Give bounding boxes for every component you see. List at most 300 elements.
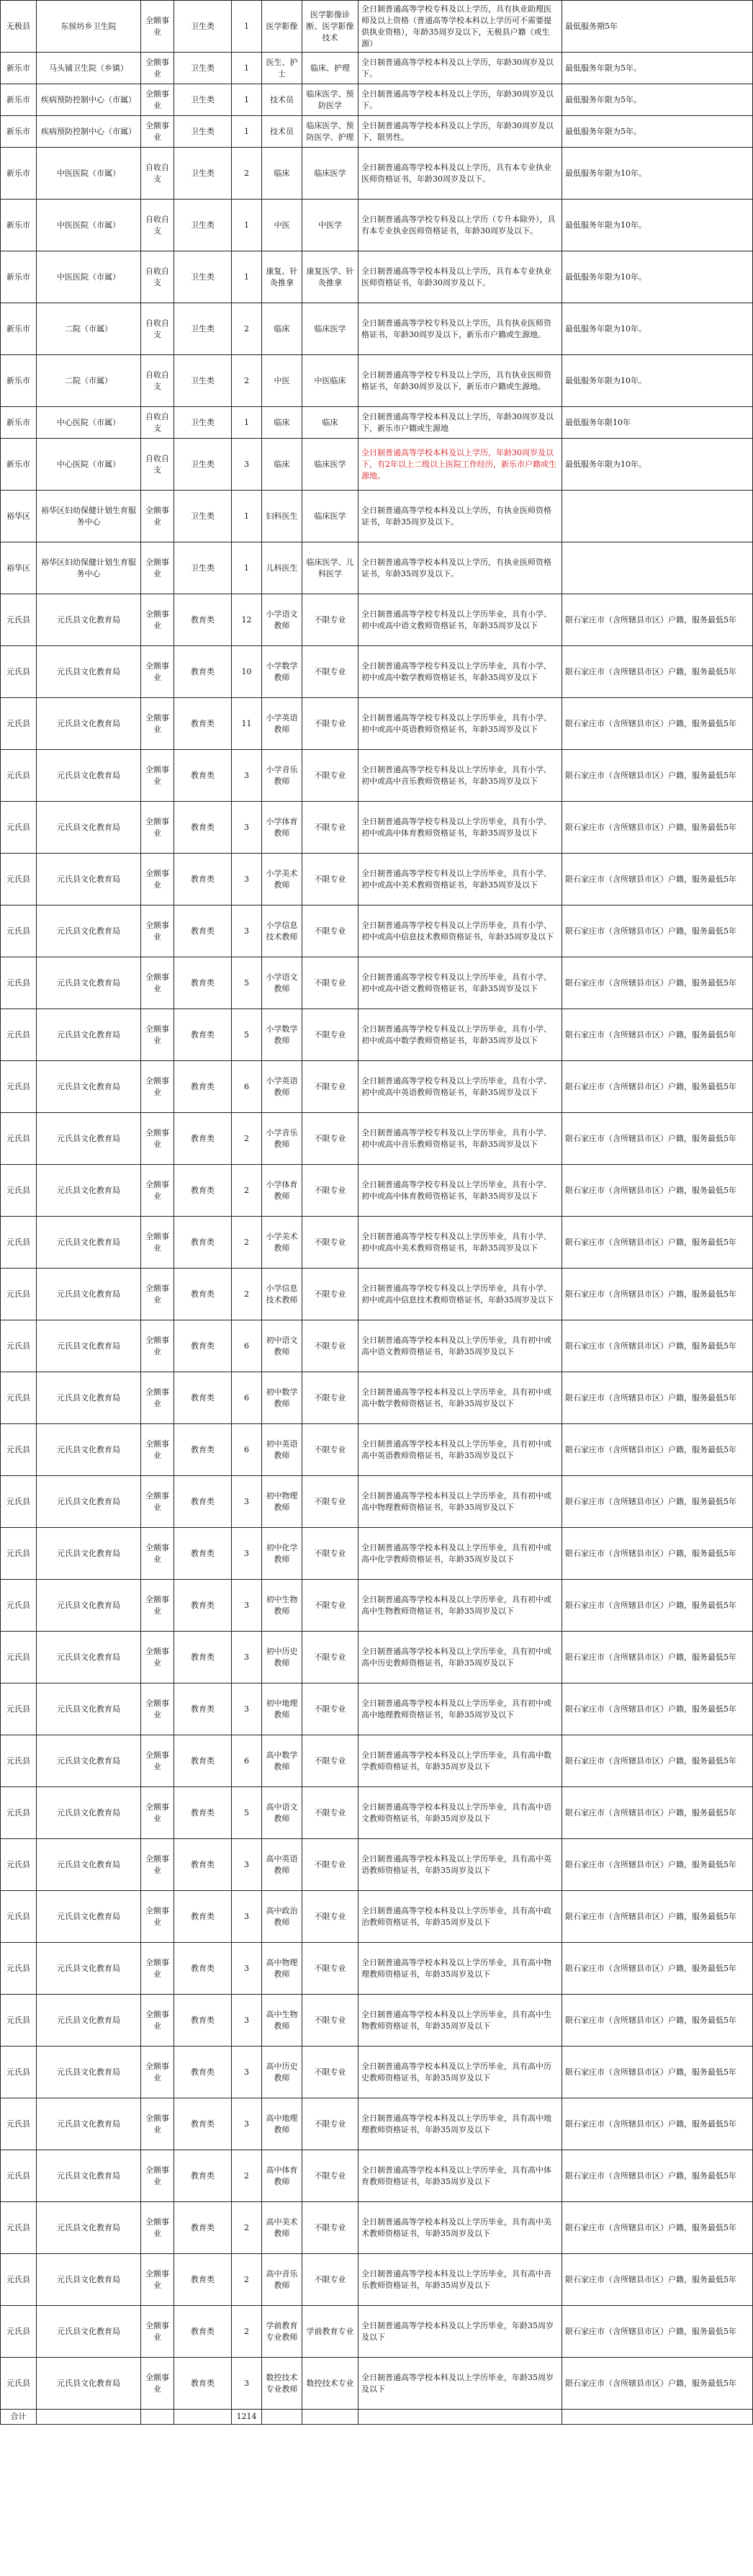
requirement-cell: 全日制普通高等学校本科及以上学历毕业，具有高中物理教师资格证书，年龄35周岁及以下 [359,1943,562,1995]
county-cell: 元氏县 [1,1165,37,1217]
position-cell: 小学音乐教师 [262,750,302,802]
county-cell: 元氏县 [1,698,37,750]
funding-cell: 自收自支 [141,200,174,251]
requirement-cell: 全日制普通高等学校本科及以上学历，年龄30周岁及以下。 [359,53,562,84]
unit-cell: 元氏县文化教育局 [37,1683,141,1735]
unit-cell: 元氏县文化教育局 [37,1735,141,1787]
count-cell: 2 [232,1113,262,1165]
table-row [1,1217,753,1269]
table-row [1,1995,753,2047]
category-cell: 卫生类 [174,407,232,439]
table-row [1,1891,753,1943]
requirement-cell: 全日制普通高等学校本科及以上学历毕业，具有高中英语教师资格证书，年龄35周岁及以下 [359,1839,562,1891]
county-cell: 元氏县 [1,1113,37,1165]
major-cell: 不限专业 [302,1424,359,1476]
requirement-cell: 全日制普通高等学校本科及以上学历，年龄30周岁及以下。 [359,84,562,116]
note-cell: 最低服务年限为10年。 [562,303,753,355]
category-cell: 教育类 [174,594,232,646]
category-cell: 教育类 [174,2306,232,2358]
category-cell: 教育类 [174,2254,232,2306]
requirement-cell: 全日制普通高等学校专科及以上学历毕业，具有小学、初中或高中英语教师资格证书，年龄35周岁及以下 [359,698,562,750]
unit-cell: 元氏县文化教育局 [37,1320,141,1372]
category-cell: 教育类 [174,854,232,905]
county-cell: 元氏县 [1,2047,37,2098]
county-cell: 裕华区 [1,542,37,594]
major-cell: 不限专业 [302,1320,359,1372]
funding-cell: 全额事业 [141,802,174,854]
table-row [1,148,753,200]
category-cell: 教育类 [174,1424,232,1476]
position-cell: 高中美术教师 [262,2202,302,2254]
note-cell: 最低服务期5年 [562,1,753,53]
category-cell: 教育类 [174,1476,232,1528]
funding-cell: 自收自支 [141,407,174,439]
funding-cell: 全额事业 [141,646,174,698]
unit-cell: 元氏县文化教育局 [37,1528,141,1580]
county-cell: 新乐市 [1,200,37,251]
note-cell [562,542,753,594]
unit-cell: 中医医院（市属） [37,251,141,303]
county-cell: 元氏县 [1,1476,37,1528]
position-cell: 小学英语教师 [262,1061,302,1113]
table-row [1,116,753,148]
major-cell: 临床医学 [302,491,359,542]
position-cell: 高中体育教师 [262,2150,302,2202]
funding-cell: 全额事业 [141,2306,174,2358]
count-cell: 2 [232,2150,262,2202]
county-cell: 新乐市 [1,407,37,439]
county-cell: 元氏县 [1,1943,37,1995]
funding-cell: 全额事业 [141,1735,174,1787]
table-row [1,1165,753,1217]
county-cell: 元氏县 [1,1683,37,1735]
requirement-cell: 全日制普通高等学校本科及以上学历毕业，具有高中体育教师资格证书，年龄35周岁及以下 [359,2150,562,2202]
unit-cell: 元氏县文化教育局 [37,1787,141,1839]
table-row [1,303,753,355]
county-cell: 新乐市 [1,53,37,84]
funding-cell: 全额事业 [141,542,174,594]
unit-cell: 裕华区妇幼保健计划生育服务中心 [37,491,141,542]
requirement-cell: 全日制普通高等学校专科及以上学历毕业，具有小学、初中或高中信息技术教师资格证书，年龄35周岁及以下 [359,905,562,957]
position-cell: 初中语文教师 [262,1320,302,1372]
unit-cell: 元氏县文化教育局 [37,854,141,905]
major-cell: 临床医学 [302,148,359,200]
table-row [1,2047,753,2098]
county-cell: 新乐市 [1,251,37,303]
category-cell: 教育类 [174,1269,232,1320]
county-cell: 元氏县 [1,1995,37,2047]
requirement-cell: 全日制普通高等学校本科及以上学历毕业，具有高中地理教师资格证书，年龄35周岁及以下 [359,2098,562,2150]
category-cell: 卫生类 [174,439,232,491]
requirement-cell: 全日制普通高等学校本科及以上学历毕业，具有高中历史教师资格证书，年龄35周岁及以下 [359,2047,562,2098]
funding-cell: 全额事业 [141,1269,174,1320]
requirement-cell: 全日制普通高等学校本科及以上学历毕业，年龄35周岁及以下 [359,2358,562,2410]
unit-cell: 元氏县文化教育局 [37,2306,141,2358]
major-cell: 不限专业 [302,1995,359,2047]
category-cell: 卫生类 [174,303,232,355]
unit-cell: 中心医院（市属） [37,407,141,439]
county-cell: 元氏县 [1,2098,37,2150]
unit-cell: 元氏县文化教育局 [37,2047,141,2098]
position-cell: 高中历史教师 [262,2047,302,2098]
position-cell: 高中地理教师 [262,2098,302,2150]
county-cell: 裕华区 [1,491,37,542]
requirement-cell: 全日制普通高等学校本科及以上学历，年龄30周岁及以下，限男性。 [359,116,562,148]
unit-cell: 元氏县文化教育局 [37,1476,141,1528]
position-cell: 技术员 [262,84,302,116]
county-cell: 元氏县 [1,594,37,646]
unit-cell: 东侯坊乡卫生院 [37,1,141,53]
funding-cell: 全额事业 [141,1787,174,1839]
funding-cell: 全额事业 [141,2254,174,2306]
note-cell: 限石家庄市（含所辖县市区）户籍，服务最低5年 [562,2202,753,2254]
major-cell: 不限专业 [302,1632,359,1683]
unit-cell: 二院（市属） [37,355,141,407]
category-cell: 教育类 [174,957,232,1009]
category-cell: 教育类 [174,1839,232,1891]
category-cell: 教育类 [174,1372,232,1424]
count-cell: 3 [232,439,262,491]
note-cell: 限石家庄市（含所辖县市区）户籍，服务最低5年 [562,2047,753,2098]
table-row [1,1476,753,1528]
position-cell: 临床 [262,303,302,355]
table-row [1,854,753,905]
table-row [1,1269,753,1320]
requirement-cell: 全日制普通高等学校专科及以上学历毕业，具有小学、初中或高中体育教师资格证书，年龄35周岁及以下 [359,802,562,854]
count-cell: 2 [232,355,262,407]
category-cell: 教育类 [174,802,232,854]
major-cell: 不限专业 [302,1061,359,1113]
major-cell: 临床、护理 [302,53,359,84]
table-row [1,407,753,439]
note-cell: 最低服务年限为5年。 [562,53,753,84]
table-row [1,251,753,303]
major-cell: 不限专业 [302,646,359,698]
county-cell: 新乐市 [1,84,37,116]
unit-cell: 元氏县文化教育局 [37,698,141,750]
count-cell: 3 [232,1476,262,1528]
unit-cell: 元氏县文化教育局 [37,2254,141,2306]
count-cell: 6 [232,1735,262,1787]
count-cell: 2 [232,303,262,355]
major-cell: 不限专业 [302,1009,359,1061]
requirement-cell: 全日制普通高等学校本科及以上学历，具有本专业执业医师资格证书，年龄30周岁及以下。 [359,148,562,200]
major-cell: 不限专业 [302,1269,359,1320]
count-cell: 6 [232,1372,262,1424]
major-cell: 不限专业 [302,1217,359,1269]
requirement-cell: 全日制普通高等学校本科及以上学历毕业，具有初中或高中化学教师资格证书，年龄35周岁及以下 [359,1528,562,1580]
count-cell: 3 [232,1528,262,1580]
table-row [1,1061,753,1113]
requirement-cell: 全日制普通高等学校专科及以上学历毕业，具有小学、初中或高中音乐教师资格证书，年龄35周岁及以下 [359,1113,562,1165]
major-cell: 不限专业 [302,2150,359,2202]
unit-cell: 中心医院（市属） [37,439,141,491]
count-cell: 3 [232,750,262,802]
unit-cell: 马头铺卫生院（乡镇） [37,53,141,84]
table-row [1,905,753,957]
funding-cell: 全额事业 [141,1009,174,1061]
position-cell: 小学信息技术教师 [262,905,302,957]
requirement-cell: 全日制普通高等学校本科及以上学历毕业，具有高中生物教师资格证书，年龄35周岁及以下 [359,1995,562,2047]
county-cell: 元氏县 [1,2150,37,2202]
requirement-cell: 全日制普通高等学校本科及以上学历毕业，具有高中政治教师资格证书，年龄35周岁及以下 [359,1891,562,1943]
position-cell: 高中生物教师 [262,1995,302,2047]
count-cell: 3 [232,1839,262,1891]
requirement-cell: 全日制普通高等学校本科及以上学历毕业，具有初中或高中生物教师资格证书，年龄35周岁及以下 [359,1580,562,1632]
major-cell: 不限专业 [302,1113,359,1165]
major-cell: 不限专业 [302,1735,359,1787]
county-cell: 元氏县 [1,905,37,957]
unit-cell: 中医医院（市属） [37,200,141,251]
table-row [1,698,753,750]
note-cell: 限石家庄市（含所辖县市区）户籍，服务最低5年 [562,1476,753,1528]
county-cell: 元氏县 [1,1580,37,1632]
table-row [1,53,753,84]
count-cell: 2 [232,1165,262,1217]
category-cell: 教育类 [174,1165,232,1217]
count-cell: 1 [232,53,262,84]
requirement-cell: 全日制普通高等学校本科及以上学历毕业，年龄35周岁及以下 [359,2306,562,2358]
table-row [1,84,753,116]
table-row [1,2358,753,2410]
position-cell: 技术员 [262,116,302,148]
unit-cell: 元氏县文化教育局 [37,1424,141,1476]
requirement-cell: 全日制普通高等学校专科及以上学历毕业，具有小学、初中或高中信息技术教师资格证书，年龄35周岁及以下 [359,1269,562,1320]
table-row [1,491,753,542]
unit-cell: 元氏县文化教育局 [37,1165,141,1217]
funding-cell: 全额事业 [141,1995,174,2047]
note-cell: 限石家庄市（含所辖县市区）户籍，服务最低5年 [562,1995,753,2047]
funding-cell: 全额事业 [141,594,174,646]
major-cell: 不限专业 [302,1683,359,1735]
position-cell: 医生、护士 [262,53,302,84]
requirement-cell: 全日制普通高等学校专科及以上学历毕业，具有小学、初中或高中体育教师资格证书，年龄35周岁及以下 [359,1165,562,1217]
major-cell: 中医学 [302,200,359,251]
count-cell: 3 [232,905,262,957]
funding-cell: 自收自支 [141,439,174,491]
requirement-cell: 全日制普通高等学校本科及以上学历毕业，具有初中或高中英语教师资格证书，年龄35周岁及以下 [359,1424,562,1476]
note-cell: 限石家庄市（含所辖县市区）户籍，服务最低5年 [562,1372,753,1424]
county-cell: 元氏县 [1,854,37,905]
position-cell: 小学语文教师 [262,594,302,646]
county-cell: 元氏县 [1,1009,37,1061]
requirement-cell: 全日制普通高等学校专科及以上学历毕业，具有小学、初中或高中语文教师资格证书，年龄35周岁及以下 [359,957,562,1009]
major-cell: 不限专业 [302,2047,359,2098]
position-cell: 医学影像 [262,1,302,53]
funding-cell: 全额事业 [141,84,174,116]
position-cell: 初中历史教师 [262,1632,302,1683]
note-cell: 限石家庄市（含所辖县市区）户籍，服务最低5年 [562,1217,753,1269]
major-cell: 临床 [302,407,359,439]
category-cell: 卫生类 [174,491,232,542]
position-cell: 高中语文教师 [262,1787,302,1839]
category-cell: 教育类 [174,1995,232,2047]
requirement-cell: 全日制普通高等学校本科及以上学历，年龄30周岁及以下，新乐市户籍或生源地 [359,407,562,439]
category-cell: 卫生类 [174,1,232,53]
unit-cell: 元氏县文化教育局 [37,1269,141,1320]
note-cell: 限石家庄市（含所辖县市区）户籍，服务最低5年 [562,646,753,698]
category-cell: 卫生类 [174,84,232,116]
category-cell: 教育类 [174,1580,232,1632]
county-cell: 元氏县 [1,1269,37,1320]
position-cell: 中医 [262,355,302,407]
note-cell: 最低服务年限为10年。 [562,251,753,303]
count-cell: 3 [232,1943,262,1995]
note-cell: 限石家庄市（含所辖县市区）户籍，服务最低5年 [562,594,753,646]
table-row [1,1580,753,1632]
table-row [1,1632,753,1683]
count-cell: 3 [232,854,262,905]
unit-cell: 元氏县文化教育局 [37,1009,141,1061]
note-cell: 限石家庄市（含所辖县市区）户籍，服务最低5年 [562,1424,753,1476]
table-row [1,1787,753,1839]
position-cell: 小学美术教师 [262,854,302,905]
note-cell: 限石家庄市（含所辖县市区）户籍，服务最低5年 [562,1165,753,1217]
position-cell: 小学信息技术教师 [262,1269,302,1320]
major-cell: 不限专业 [302,802,359,854]
position-cell: 小学数学教师 [262,1009,302,1061]
major-cell: 不限专业 [302,957,359,1009]
table-row [1,750,753,802]
unit-cell: 元氏县文化教育局 [37,1839,141,1891]
position-cell: 数控技术专业教师 [262,2358,302,2410]
county-cell: 新乐市 [1,303,37,355]
major-cell: 医学影像诊断、医学影像技术 [302,1,359,53]
count-cell: 2 [232,148,262,200]
position-cell: 小学美术教师 [262,1217,302,1269]
unit-cell: 元氏县文化教育局 [37,2098,141,2150]
category-cell: 教育类 [174,1891,232,1943]
count-cell: 5 [232,1787,262,1839]
category-cell: 教育类 [174,1735,232,1787]
funding-cell: 全额事业 [141,1320,174,1372]
county-cell: 新乐市 [1,148,37,200]
note-cell: 限石家庄市（含所辖县市区）户籍，服务最低5年 [562,1580,753,1632]
funding-cell: 全额事业 [141,1,174,53]
unit-cell: 元氏县文化教育局 [37,2358,141,2410]
county-cell: 元氏县 [1,1891,37,1943]
category-cell: 卫生类 [174,355,232,407]
table-row [1,200,753,251]
table-row [1,355,753,407]
county-cell: 元氏县 [1,802,37,854]
note-cell: 最低服务年限为5年。 [562,84,753,116]
note-cell: 最低服务年限为10年。 [562,355,753,407]
funding-cell: 全额事业 [141,1528,174,1580]
table-row [1,2306,753,2358]
requirement-cell: 全日制普通高等学校专科及以上学历毕业，具有小学、初中或高中数学教师资格证书，年龄35周岁及以下 [359,646,562,698]
category-cell: 卫生类 [174,542,232,594]
category-cell: 卫生类 [174,116,232,148]
count-cell: 1 [232,1,262,53]
county-cell: 元氏县 [1,750,37,802]
count-cell: 3 [232,1891,262,1943]
count-cell: 1 [232,491,262,542]
county-cell: 元氏县 [1,2358,37,2410]
major-cell: 不限专业 [302,1165,359,1217]
requirement-cell: 全日制普通高等学校本科及以上学历毕业，具有高中美术教师资格证书，年龄35周岁及以下 [359,2202,562,2254]
requirement-cell: 全日制普通高等学校本科及以上学历，具有本专业执业医师资格证书，年龄30周岁及以下。 [359,251,562,303]
requirement-cell: 全日制普通高等学校专科及以上学历毕业，具有小学、初中或高中英语教师资格证书，年龄35周岁及以下 [359,1061,562,1113]
table-row [1,1009,753,1061]
note-cell: 最低服务年限为10年。 [562,200,753,251]
requirement-cell: 全日制普通高等学校专科及以上学历毕业，具有小学、初中或高中美术教师资格证书，年龄35周岁及以下 [359,854,562,905]
major-cell: 康复医学、针灸推拿 [302,251,359,303]
unit-cell: 元氏县文化教育局 [37,905,141,957]
total-label: 合计 [1,2410,37,2425]
category-cell: 教育类 [174,1943,232,1995]
county-cell: 元氏县 [1,1372,37,1424]
category-cell: 教育类 [174,2358,232,2410]
county-cell: 元氏县 [1,1735,37,1787]
category-cell: 卫生类 [174,148,232,200]
position-cell: 高中音乐教师 [262,2254,302,2306]
count-cell: 2 [232,1269,262,1320]
table-row [1,439,753,491]
position-cell: 初中化学教师 [262,1528,302,1580]
note-cell: 限石家庄市（含所辖县市区）户籍，服务最低5年 [562,1683,753,1735]
unit-cell: 元氏县文化教育局 [37,646,141,698]
unit-cell: 元氏县文化教育局 [37,1995,141,2047]
category-cell: 教育类 [174,1113,232,1165]
table-row [1,2150,753,2202]
count-cell: 6 [232,1424,262,1476]
note-cell: 限石家庄市（含所辖县市区）户籍，服务最低5年 [562,1528,753,1580]
table-row [1,1,753,53]
funding-cell: 全额事业 [141,1839,174,1891]
note-cell: 限石家庄市（含所辖县市区）户籍，服务最低5年 [562,2150,753,2202]
funding-cell: 全额事业 [141,905,174,957]
county-cell: 元氏县 [1,1787,37,1839]
table-row [1,2098,753,2150]
requirement-cell: 全日制普通高等学校专科及以上学历毕业，具有小学、初中或高中音乐教师资格证书，年龄35周岁及以下 [359,750,562,802]
funding-cell: 全额事业 [141,750,174,802]
funding-cell: 全额事业 [141,1113,174,1165]
position-cell: 临床 [262,439,302,491]
count-cell: 2 [232,1217,262,1269]
funding-cell: 全额事业 [141,491,174,542]
note-cell [562,491,753,542]
position-cell: 初中生物教师 [262,1580,302,1632]
county-cell: 元氏县 [1,1424,37,1476]
position-cell: 小学体育教师 [262,1165,302,1217]
note-cell: 限石家庄市（含所辖县市区）户籍，服务最低5年 [562,1113,753,1165]
position-cell: 小学音乐教师 [262,1113,302,1165]
position-cell: 小学语文教师 [262,957,302,1009]
funding-cell: 全额事业 [141,854,174,905]
funding-cell: 全额事业 [141,53,174,84]
note-cell: 限石家庄市（含所辖县市区）户籍，服务最低5年 [562,957,753,1009]
funding-cell: 自收自支 [141,148,174,200]
major-cell: 不限专业 [302,1787,359,1839]
position-cell: 初中地理教师 [262,1683,302,1735]
county-cell: 元氏县 [1,957,37,1009]
requirement-cell: 全日制普通高等学校本科及以上学历毕业，具有初中或高中语文教师资格证书，年龄35周岁及以下 [359,1320,562,1372]
position-cell: 小学英语教师 [262,698,302,750]
table-row [1,2254,753,2306]
position-cell: 临床 [262,407,302,439]
major-cell: 不限专业 [302,1943,359,1995]
major-cell: 不限专业 [302,2254,359,2306]
funding-cell: 全额事业 [141,1580,174,1632]
major-cell: 临床医学 [302,303,359,355]
major-cell: 中医临床 [302,355,359,407]
table-row [1,1320,753,1372]
major-cell: 临床医学、预防医学、护理 [302,116,359,148]
funding-cell: 全额事业 [141,1061,174,1113]
note-cell: 限石家庄市（含所辖县市区）户籍，服务最低5年 [562,1891,753,1943]
unit-cell: 元氏县文化教育局 [37,1113,141,1165]
